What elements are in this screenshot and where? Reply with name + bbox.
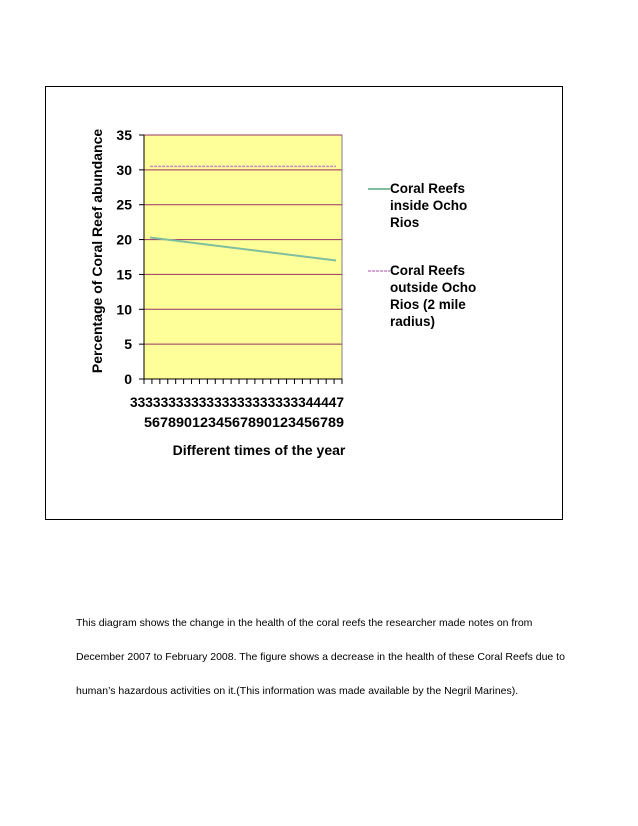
- y-tick-label: 0: [124, 371, 132, 387]
- y-tick-label: 30: [116, 161, 132, 178]
- legend-label-1: inside Ocho: [390, 198, 468, 213]
- y-axis-title: Percentage of Coral Reef abundance: [89, 128, 105, 374]
- caption-line-2: December 2007 to February 2008. The figure shows a decrease in the health of these Coral Reefs due to: [76, 651, 565, 663]
- legend-label-2: outside Ocho: [390, 280, 477, 295]
- x-axis-title: Different times of the year: [172, 442, 346, 458]
- caption-line-1: This diagram shows the change in the health of the coral reefs the researcher made notes on from: [76, 617, 533, 629]
- y-tick-label: 10: [116, 301, 132, 318]
- legend-label-1: Coral Reefs: [390, 181, 466, 196]
- coral-reef-chart: [46, 87, 562, 519]
- figure-caption: [76, 606, 576, 708]
- y-tick-label: 5: [124, 336, 132, 353]
- y-tick-label: 20: [116, 231, 132, 248]
- x-tick-labels-row-1: 3333333333333333333333344447: [130, 394, 345, 410]
- legend-label-2: radius): [390, 314, 436, 329]
- y-tick-label: 15: [116, 266, 132, 283]
- legend-label-2: Coral Reefs: [390, 263, 466, 278]
- x-tick-labels-row-2: 5678901234567890123456789: [144, 414, 345, 430]
- caption-line-3: human’s hazardous activities on it.(This information was made available by the Negril Marines).: [76, 685, 519, 697]
- chart-frame: [45, 86, 563, 520]
- legend-label-2: Rios (2 mile: [390, 297, 466, 312]
- legend-label-1: Rios: [390, 215, 420, 230]
- y-tick-label: 25: [116, 196, 132, 213]
- y-tick-label: 35: [116, 127, 132, 143]
